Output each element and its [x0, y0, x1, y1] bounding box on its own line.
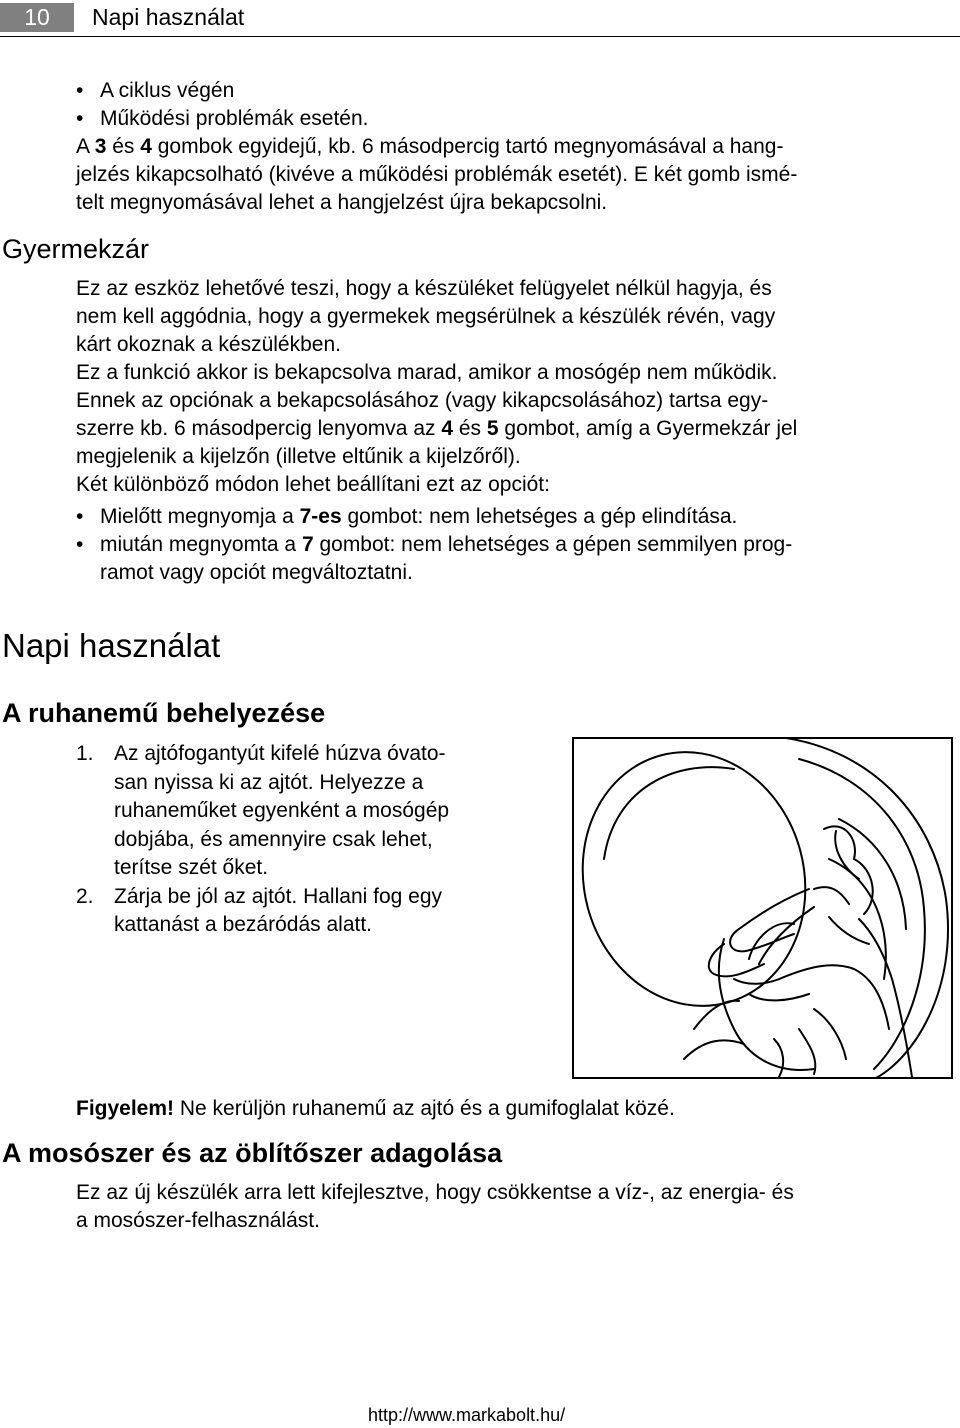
section-heading-mososzer: A mosószer és az öblítőszer adagolása [2, 1138, 503, 1168]
step-line: Az ajtófogantyút kifelé húzva óvato- [114, 742, 446, 765]
intro-para-line-3: telt megnyomásával lehet a hangjelzést újra bekapcsolni. [76, 191, 608, 214]
mososzer-line-2: a mosószer-felhasználást. [76, 1209, 320, 1232]
step-number: 1. [76, 742, 94, 765]
intro-bullet-2: Működési problémák esetén. [100, 107, 369, 130]
laundry-loading-illustration [572, 737, 953, 1079]
gyermekzar-p3-line-2: szerre kb. 6 másodpercig lenyomva az 4 és 5 gombot, amíg a Gyermekzár jel [76, 417, 798, 440]
intro-para-line-1: A 3 és 4 gombok egyidejű, kb. 6 másodpercig tartó megnyomásával a hang- [76, 135, 784, 158]
gyermekzar-p1-line-3: kárt okoznak a készülékben. [76, 333, 341, 356]
chapter-heading-napi: Napi használat [2, 627, 221, 664]
step-number: 2. [76, 884, 94, 908]
gyermekzar-bullet-2-line-2: ramot vagy opciót megváltoztatni. [100, 561, 413, 584]
intro-para-line-2: jelzés kikapcsolható (kivéve a működési problémák esetét). E két gomb ismé- [76, 163, 798, 186]
step-line: Zárja be jól az ajtót. Hallani fog egy [114, 884, 443, 908]
gyermekzar-p3-line-1: Ennek az opciónak a bekapcsolásához (vagy kikapcsolásához) tartsa egy- [76, 389, 769, 412]
step-2 [76, 883, 536, 940]
bullet-dot: • [76, 79, 84, 102]
footer-url: http://www.markabolt.hu/ [368, 1405, 566, 1425]
step-1 [76, 740, 536, 883]
step-line: ruhaneműket egyenként a mosógép [114, 799, 450, 822]
gyermekzar-p1-line-1: Ez az eszköz lehetővé teszi, hogy a készüléket felügyelet nélkül hagyja, és [76, 277, 772, 300]
section-heading-ruhanemu: A ruhanemű behelyezése [2, 698, 326, 728]
warning-label: Figyelem! [76, 1097, 175, 1120]
step-line: san nyissa ki az ajtót. Helyezze a [114, 770, 424, 794]
gyermekzar-p3-line-3: megjelenik a kijelzőn (illetve eltűnik a kijelzőről). [76, 445, 521, 468]
step-line: kattanást a bezáródás alatt. [114, 913, 372, 936]
gyermekzar-bullet-1: Mielőtt megnyomja a 7-es gombot: nem lehetséges a gép elindítása. [100, 505, 738, 528]
drum-hands-drawing [574, 739, 951, 1077]
loading-steps [76, 740, 536, 940]
step-line: dobjába, és amennyire csak lehet, [114, 827, 433, 851]
bullet-dot: • [76, 505, 84, 528]
warning-note [76, 1095, 675, 1123]
intro-bullet-1: A ciklus végén [100, 79, 235, 102]
section-heading-gyermekzar: Gyermekzár [2, 234, 150, 264]
mososzer-line-1: Ez az új készülék arra lett kifejlesztve, hogy csökkentse a víz-, az energia- és [76, 1181, 794, 1204]
bullet-dot: • [76, 107, 84, 130]
header-rule [0, 36, 960, 37]
header-title: Napi használat [92, 4, 245, 30]
bullet-dot: • [76, 533, 84, 556]
page-number: 10 [0, 3, 74, 32]
page-header [0, 0, 960, 38]
gyermekzar-p2: Ez a funkció akkor is bekapcsolva marad, amikor a mosógép nem működik. [76, 361, 778, 384]
gyermekzar-p1-line-2: nem kell aggódnia, hogy a gyermekek megsérülnek a készülék révén, vagy [76, 305, 776, 328]
step-line: terítse szét őket. [114, 856, 269, 879]
gyermekzar-p4: Két különböző módon lehet beállítani ezt az opciót: [76, 473, 550, 496]
warning-text: Ne kerüljön ruhanemű az ajtó és a gumifoglalat közé. [179, 1097, 675, 1120]
gyermekzar-bullet-2-line-1: miután megnyomta a 7 gombot: nem lehetséges a gépen semmilyen prog- [100, 533, 793, 556]
